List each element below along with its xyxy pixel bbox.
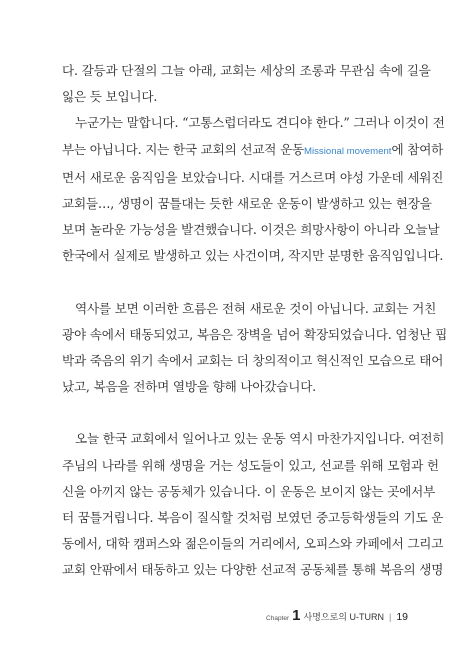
chapter-title: 사명으로의 U-TURN: [303, 612, 384, 622]
text-line: 주님의 나라를 위해 생명을 거는 성도들이 있고, 선교를 위해 모험과 헌: [62, 457, 439, 473]
text-segment: 부는 아닙니다. 지는 한국 교회의 선교적 운동: [62, 141, 305, 157]
paragraph-1: [62, 58, 431, 110]
text-line: 잃은 듯 보입니다.: [62, 89, 158, 105]
text-line: 보며 놀라운 가능성을 발견했습니다. 이것은 희망사항이 아니라 오늘날: [62, 222, 440, 238]
footer-separator: |: [388, 612, 392, 622]
text-line: 역사를 보면 이러한 흐름은 전혀 새로운 것이 아닙니다. 교회는 거친: [75, 300, 437, 316]
text-line: 한국에서 실제로 발생하고 있는 사건이며, 작지만 분명한 움직임입니다.: [62, 248, 444, 264]
text-line: 터 꿈틀거립니다. 복음이 질식할 것처럼 보였던 중고등학생들의 기도 운: [62, 510, 444, 526]
text-line: 면서 새로운 움직임을 보았습니다. 시대를 거스르며 야성 가운데 세워진: [62, 169, 444, 185]
paragraph-4: [62, 426, 445, 583]
page-number: 19: [396, 611, 408, 623]
text-line: 다. 갈등과 단절의 그늘 아래, 교회는 세상의 조롱과 무관심 속에 길을: [62, 63, 431, 78]
text-segment: 에 참여하: [391, 141, 444, 157]
body-text: [62, 58, 448, 584]
page-footer: [266, 607, 408, 624]
inline-english-term: Missional movement: [304, 145, 392, 157]
text-line: 오늘 한국 교회에서 일어나고 있는 운동 역시 마찬가지입니다. 여전히: [75, 431, 445, 447]
text-line: 교회 안팎에서 태동하고 있는 다양한 선교적 공동체를 통해 복음의 생명: [62, 562, 444, 578]
text-line: 박과 죽음의 위기 속에서 교회는 더 창의적이고 혁신적인 모습으로 태어: [62, 353, 444, 369]
text-line: 신을 아끼지 않는 공동체가 있습니다. 이 운동은 보이지 않는 곳에서부: [62, 483, 436, 499]
text-line: 누군가는 말합니다. “고통스럽더라도 견디야 한다.” 그러나 이것이 전: [75, 115, 445, 131]
paragraph-gap: [62, 270, 408, 296]
text-line-with-term: [62, 137, 444, 165]
paragraph-2: [62, 110, 445, 269]
text-line: 광야 속에서 태동되었고, 복음은 장벽을 넘어 확장되었습니다. 엄청난 핍: [62, 326, 448, 342]
text-line: 동에서, 대학 캠퍼스와 젊은이들의 거리에서, 오피스와 카페에서 그리고: [62, 536, 444, 552]
text-line: 났고, 복음을 전하며 열방을 향해 나아갔습니다.: [62, 379, 316, 395]
chapter-label: Chapter: [266, 615, 290, 622]
text-line: 교회들…, 생명이 꿈틀대는 듯한 새로운 운동이 발생하고 있는 현장을: [62, 196, 432, 212]
chapter-number: 1: [292, 607, 301, 624]
paragraph-3: [62, 296, 448, 401]
paragraph-gap: [62, 400, 408, 426]
